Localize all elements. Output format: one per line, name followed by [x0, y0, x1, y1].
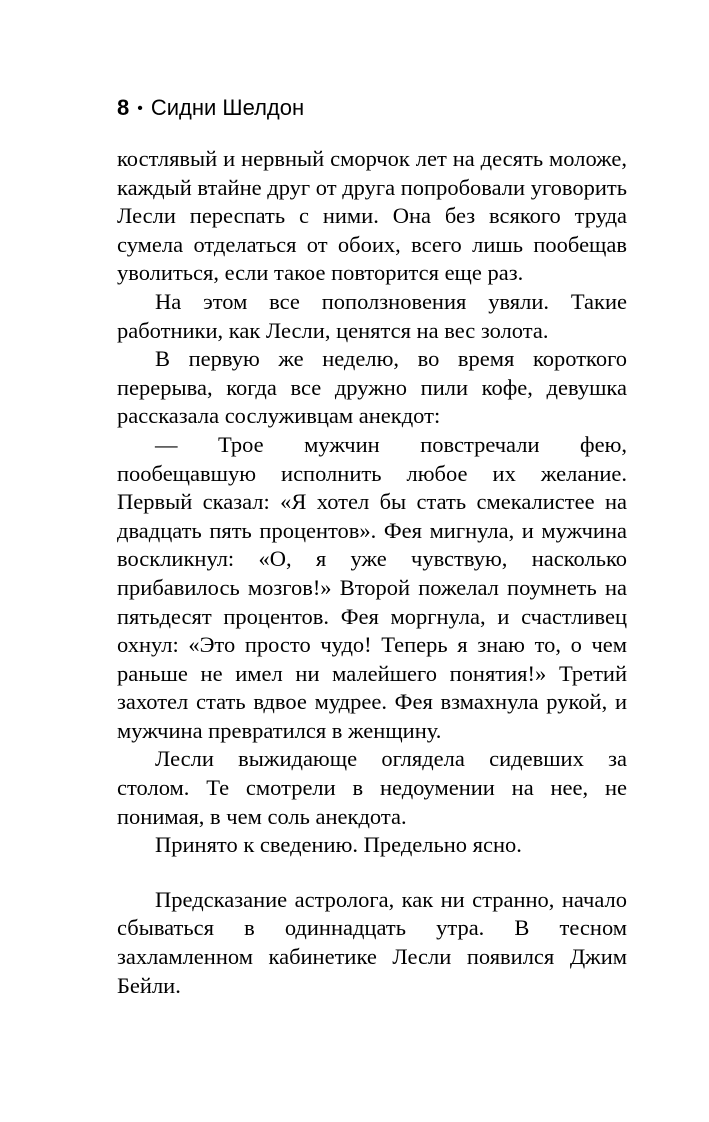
author-name: Сидни Шелдон — [150, 95, 305, 120]
paragraph-6: Принято к сведению. Предельно ясно. — [155, 832, 522, 858]
paragraph-1: костлявый и нервный сморчок лет на десять моложе, каждый втайне друг от друга попробовали уговорить Лесли переспать с ними. Она без всякого труда сумела отделаться от обоих, всего лишь пообещав уволиться, если такое повторится еще раз. — [117, 146, 627, 286]
paragraph-4: — Трое мужчин повстречали фею, пообещавшую исполнить любое их желание. Первый сказал: «Я хотел бы стать смекалистее на двадцать пять процентов». Фея мигнула, и мужчина воскликнул: «О, я уже чувствую, насколько прибавилось мозгов!» Второй пожелал поумнеть на пятьдесят процентов. Фея моргнула, и счастливец охнул: «Это просто чудо! Теперь я знаю то, о чем раньше не имел ни малейшего понятия!» Третий захотел стать вдвое мудрее. Фея взмахнула рукой, и мужчина превратился в женщину. — [117, 431, 627, 743]
paragraph-7: Предсказание астролога, как ни странно, начало сбываться в одиннадцать утра. В тесном захламленном кабинетике Лесли появился Джим Бейли. — [117, 886, 627, 998]
body-text — [117, 145, 627, 1000]
paragraph-5: Лесли выжидающе оглядела сидевших за столом. Те смотрели в недоумении на нее, не понимая, в чем соль анекдота. — [117, 746, 627, 829]
paragraph-2: На этом все поползновения увяли. Такие работники, как Лесли, ценятся на вес золота. — [117, 288, 627, 343]
running-header — [117, 93, 304, 124]
paragraph-3: В первую же неделю, во время короткого перерыва, когда все дружно пили кофе, девушка рассказала сослуживцам анекдот: — [117, 346, 627, 429]
header-separator: • — [137, 100, 143, 117]
page-number: 8 — [117, 95, 130, 120]
